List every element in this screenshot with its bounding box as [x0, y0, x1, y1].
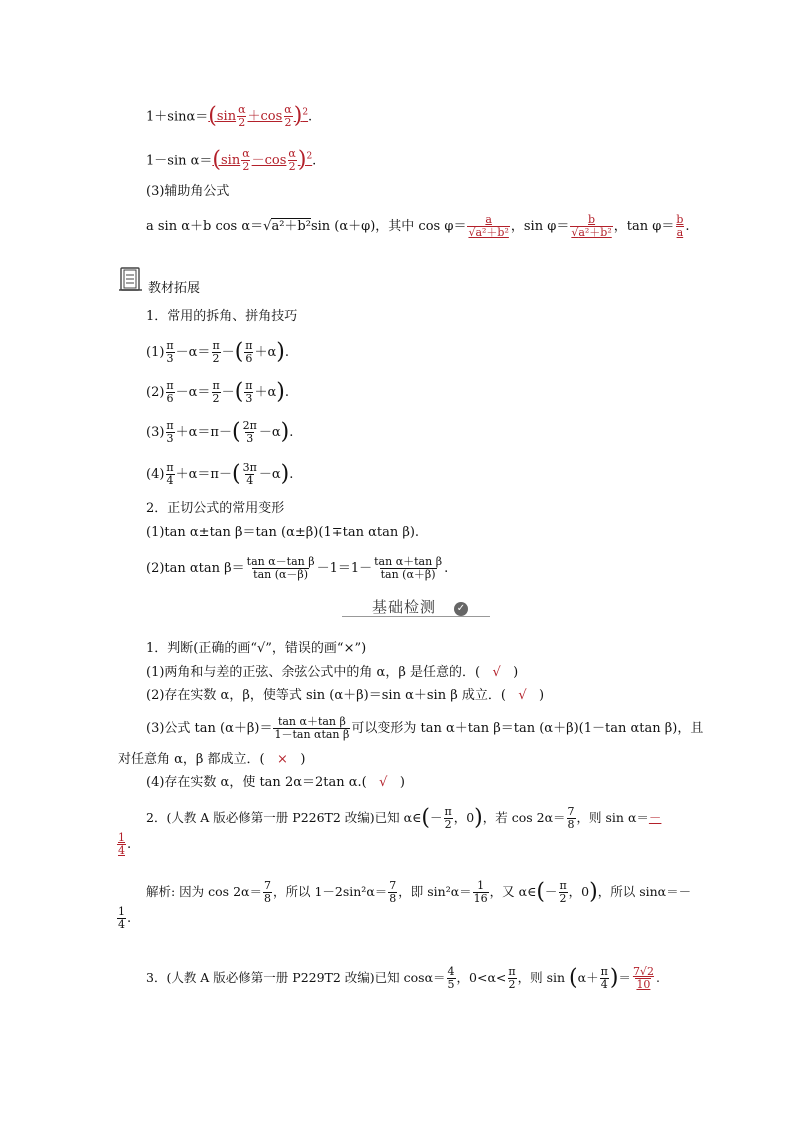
extension-item-2: 2．正切公式的常用变形	[146, 501, 285, 516]
check-badge-icon: ✓	[454, 602, 468, 616]
answer-blank: (sin $\frac{\alpha}{2}$ ＋cos $\frac{\alpha}{2}$ )$^2$	[208, 103, 309, 130]
extension-item-1: 1．常用的拆角、拼角技巧	[146, 309, 298, 324]
answer-blank: －	[648, 810, 662, 825]
question-1-3: (3)公式 tan (α＋β)＝ $\frac{\text{tan α＋tan β}}{\text{1－tan αtan β}}$ 可以变形为 tan α＋tan β＝tan (α＋β)(1－tan αtan β)，且	[146, 715, 704, 741]
answer-mark: ×	[277, 752, 288, 767]
formula-1-plus-sin: 1＋sinα＝(sin $\frac{\alpha}{2}$ ＋cos $\frac{\alpha}{2}$ )$^2$.	[146, 103, 313, 130]
book-icon	[118, 266, 144, 292]
question-1-2: (2)存在实数 α，β，使等式 sin (α＋β)＝sin α＋sin β 成立．( √ )	[146, 688, 545, 703]
solution-2: 解析: 因为 cos 2α＝ $\frac{7}{8}$ ，所以 1－2sin²α＝ $\frac{7}{8}$ ，即 sin²α＝ $\frac{1}{16}$ ，又 α∈(－ $\frac{\pi}{2}$ ，0)，所以 sinα＝－	[146, 879, 692, 905]
question-2: 2．(人教 A 版必修第一册 P226T2 改编)已知 α∈(－ $\frac{\pi}{2}$ ，0)，若 cos 2α＝ $\frac{7}{8}$ ，则 sin α＝－	[146, 805, 662, 831]
question-1-4: (4)存在实数 α，使 tan 2α＝2tan α.( √ )	[146, 775, 405, 790]
angle-split-3: (3) $\frac{\pi}{3}$ ＋α＝π－( $\frac{2\pi}{3}$ －α).	[146, 419, 294, 445]
answer-blank: $\frac{7√2}{10}$	[632, 965, 654, 991]
tangent-variant-1: (1)tan α±tan β＝tan (α±β)(1∓tan αtan β).	[146, 525, 420, 540]
subheading-auxiliary-angle: (3)辅助角公式	[146, 184, 230, 199]
answer-mark: √	[518, 688, 527, 703]
angle-split-4: (4) $\frac{\pi}{4}$ ＋α＝π－( $\frac{3\pi}{4}$ －α).	[146, 461, 294, 487]
tangent-variant-2: (2)tan αtan β＝ $\frac{\text{tan α－tan β}}{\tan (\alpha-\beta)}$ －1＝1－ $\frac{\text{tan α＋tan β}}{\tan (\alpha+\beta)}$ .	[146, 555, 449, 581]
banner-title: 基础检测	[372, 598, 437, 616]
answer-mark: √	[379, 775, 388, 790]
question-1-1: (1)两角和与差的正弦、余弦公式中的角 α，β 是任意的．( √ )	[146, 665, 519, 680]
solution-2-fraction: $\frac{1}{4}$ .	[118, 905, 132, 931]
section-title-textbook-extension: 教材拓展	[148, 281, 201, 296]
angle-split-2: (2) $\frac{\pi}{6}$ －α＝ $\frac{\pi}{2}$ －( $\frac{\pi}{3}$ ＋α).	[146, 379, 290, 405]
angle-split-1: (1) $\frac{\pi}{3}$ －α＝ $\frac{\pi}{2}$ －( $\frac{\pi}{6}$ ＋α).	[146, 339, 290, 365]
formula-auxiliary-angle: a sin α＋b cos α＝√a²＋b²sin (α＋φ)，其中 cos φ＝ $\frac{a}{\text{√a²＋b²}}$ ，sin φ＝ $\frac{b}{\text{√a²＋b²}}$ ，tan φ＝ $\frac{b}{a}$ .	[146, 213, 690, 239]
question-3: 3．(人教 A 版必修第一册 P229T2 改编)已知 cosα＝ $\frac{4}{5}$ ，0<α< $\frac{\pi}{2}$ ，则 sin (α＋ $\frac{\pi}{4}$ )＝ $\frac{7√2}{10}$ .	[146, 965, 660, 991]
question-2-answer-fraction: $\frac{1}{4}$ .	[118, 831, 132, 857]
section-banner-basic-test	[370, 596, 490, 620]
question-1-title: 1．判断(正确的画“√”，错误的画“×”)	[146, 641, 367, 656]
answer-mark: √	[492, 665, 501, 680]
answer-blank: (sin $\frac{\alpha}{2}$ －cos $\frac{\alpha}{2}$ )$^2$	[212, 147, 313, 174]
question-1-3-line2: 对任意角 α，β 都成立．( × )	[118, 752, 306, 767]
formula-1-minus-sin: 1－sin α＝(sin $\frac{\alpha}{2}$ －cos $\frac{\alpha}{2}$ )$^2$.	[146, 147, 317, 174]
